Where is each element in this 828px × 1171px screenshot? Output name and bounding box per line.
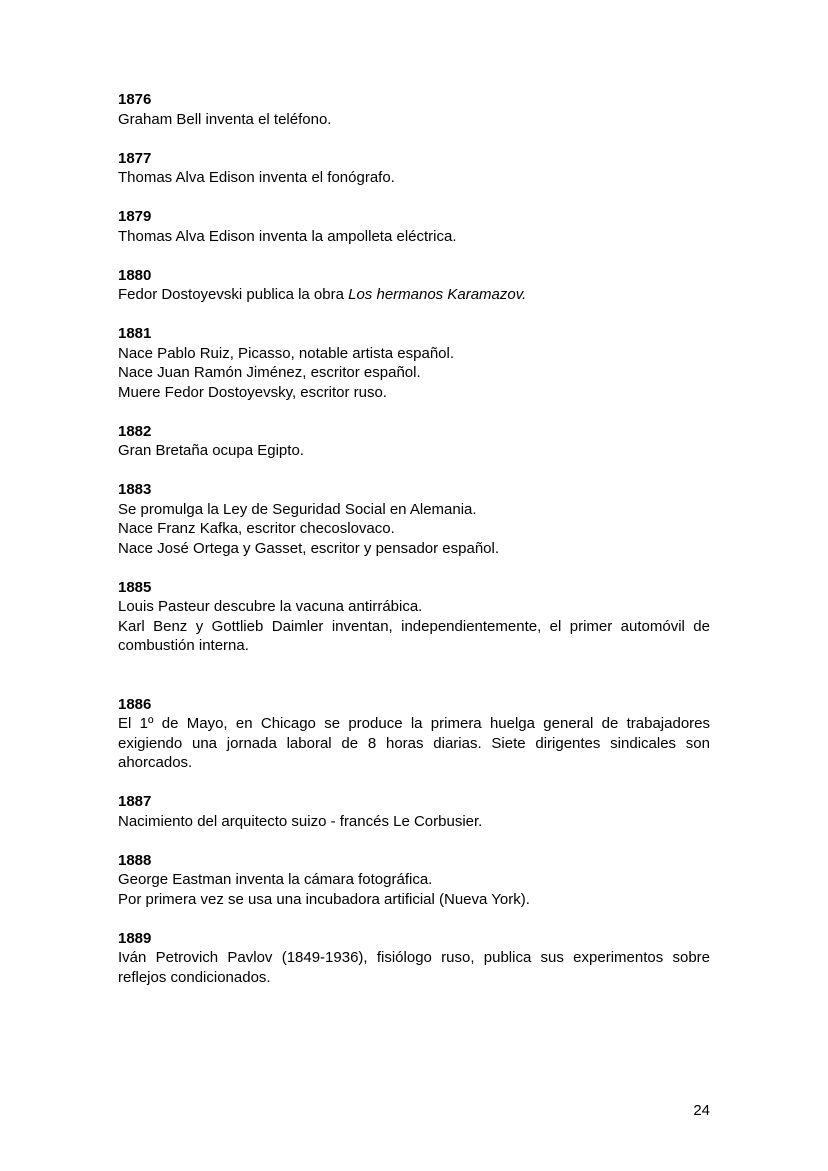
entry-text-italic: Los hermanos Karamazov. — [348, 286, 527, 303]
entry-text — [118, 285, 710, 305]
entry-year: 1876 — [118, 91, 152, 108]
entry-text — [118, 110, 710, 130]
entry-text — [118, 539, 710, 559]
entry-text-segment: Gran Bretaña ocupa Egipto. — [118, 442, 304, 459]
entry-text-segment: Fedor Dostoyevski publica la obra — [118, 286, 349, 303]
page-number: 24 — [693, 1102, 710, 1119]
entry-text — [118, 500, 710, 520]
entry-text-segment: George Eastman inventa la cámara fotográfica. — [118, 871, 433, 888]
entry-text — [118, 363, 710, 383]
entry-text-segment: Thomas Alva Edison inventa la ampolleta eléctrica. — [118, 227, 457, 245]
entry-text-segment: Por primera vez se usa una incubadora artificial (Nueva York). — [118, 890, 530, 908]
entry-text-segment: Nace Franz Kafka, escritor checoslovaco. — [118, 520, 395, 537]
entry-text — [118, 812, 710, 832]
timeline-entry — [118, 266, 710, 305]
entry-text — [118, 441, 710, 461]
entry-year: 1887 — [118, 793, 152, 810]
entry-year: 1881 — [118, 325, 152, 342]
timeline-entry — [118, 792, 710, 831]
entry-text-segment: Muere Fedor Dostoyevsky, escritor ruso. — [118, 383, 387, 401]
entry-year: 1882 — [118, 422, 152, 440]
entry-text — [118, 870, 710, 890]
entry-text-segment: Graham Bell inventa el teléfono. — [118, 110, 332, 128]
timeline-entry — [118, 324, 710, 402]
entry-text-segment: Nacimiento del arquitecto suizo - francés Le Corbusier. — [118, 812, 483, 830]
entry-year: 1883 — [118, 481, 152, 498]
timeline-entry — [118, 480, 710, 558]
entry-text — [118, 344, 710, 364]
entry-text — [118, 617, 710, 656]
entry-text-segment: Se promulga la Ley de Seguridad Social en Alemania. — [118, 500, 477, 518]
timeline-entry — [118, 578, 710, 656]
timeline-entries — [118, 90, 710, 1007]
entry-year: 1889 — [118, 929, 152, 947]
entry-year: 1877 — [118, 149, 152, 167]
entry-year: 1885 — [118, 578, 152, 596]
entry-text — [118, 714, 710, 773]
entry-text — [118, 383, 710, 403]
entry-text — [118, 519, 710, 539]
timeline-entry — [118, 929, 710, 988]
entry-text — [118, 168, 710, 188]
timeline-entry — [118, 90, 710, 129]
entry-text — [118, 597, 710, 617]
entry-text — [118, 890, 710, 910]
timeline-entry — [118, 422, 710, 461]
entry-text-segment: Karl Benz y Gottlieb Daimler inventan, independientemente, el primer automóvil de combustión interna. — [118, 617, 710, 654]
entry-text-segment: Iván Petrovich Pavlov (1849-1936), fisiólogo ruso, publica sus experimentos sobre reflejos condicionados. — [118, 949, 710, 986]
timeline-entry — [118, 851, 710, 910]
entry-text-segment: Louis Pasteur descubre la vacuna antirrábica. — [118, 598, 423, 615]
timeline-entry — [118, 695, 710, 773]
entry-text-segment: Nace Juan Ramón Jiménez, escritor español. — [118, 364, 421, 381]
entry-year: 1879 — [118, 208, 152, 225]
entry-text-segment: El 1º de Mayo, en Chicago se produce la primera huelga general de trabajadores exigiendo una jornada laboral de 8 horas diarias. Siete dirigentes sindicales son ahorcados. — [118, 715, 710, 771]
entry-text — [118, 948, 710, 987]
entry-year: 1880 — [118, 266, 152, 284]
entry-text — [118, 227, 710, 247]
entry-text-segment: Thomas Alva Edison inventa el fonógrafo. — [118, 169, 395, 186]
entry-text-segment: Nace Pablo Ruiz, Picasso, notable artista español. — [118, 344, 455, 362]
entry-text-segment: Nace José Ortega y Gasset, escritor y pensador español. — [118, 539, 500, 557]
entry-year: 1888 — [118, 851, 152, 869]
entry-year: 1886 — [118, 695, 152, 713]
timeline-entry — [118, 207, 710, 246]
timeline-entry — [118, 149, 710, 188]
